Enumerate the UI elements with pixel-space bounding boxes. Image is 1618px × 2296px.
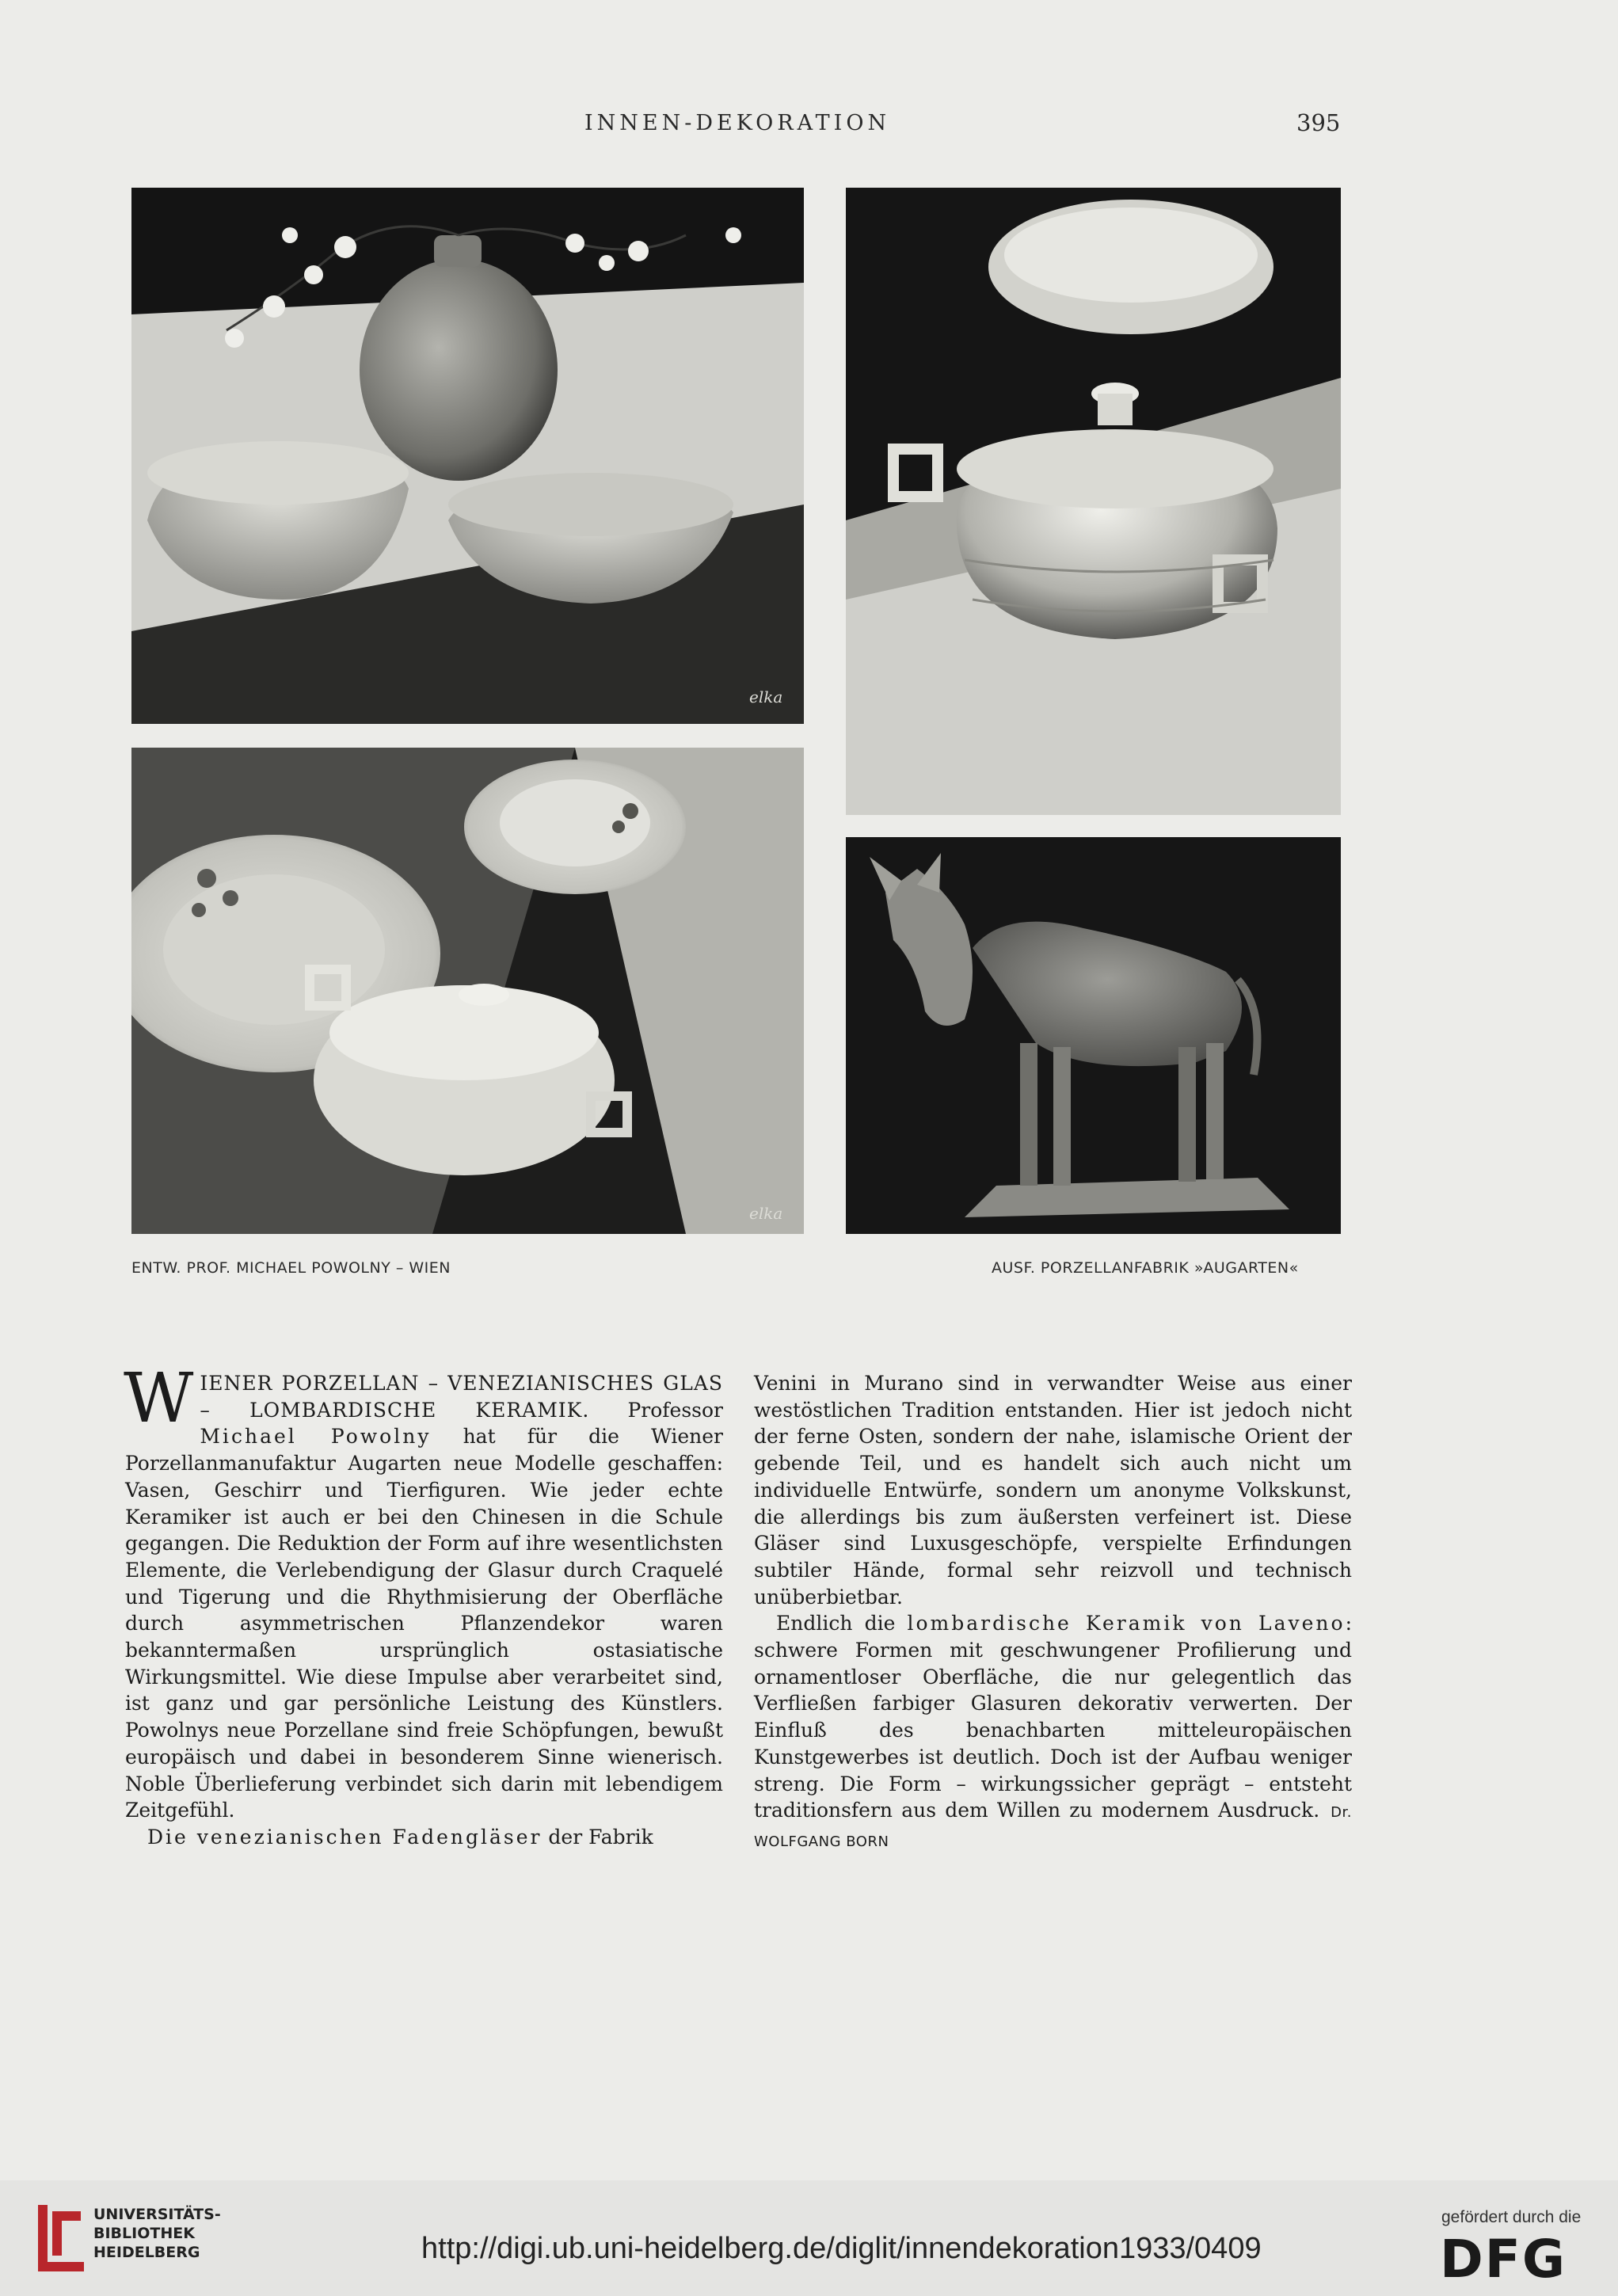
article-column-left xyxy=(124,1359,724,1851)
article-text: der Fabrik xyxy=(542,1825,653,1849)
emphasis-text: lombardische Keramik von Laveno xyxy=(907,1612,1346,1635)
article-text: hat für die Wiener Porzellanmanufaktur Augarten neue Modelle geschaffen: Vasen, Geschirr und Tierfiguren. Wie jeder echte Keramiker ist auch er bei den Chinesen in die Schule gegangen. Die Reduktion der Form auf ihre wesentlichsten Elemente, die Verlebendigung der Glasur durch Craquelé und Tigerung und die Rhythmisierung der Oberfläche durch asymmetrischen Pflanzendekor waren bekanntermaßen ursprünglich ostasiatische Wirkungsmittel. Wie diese Impulse aber verarbeitet sind, ist ganz und gar persönliche Leistung des Künstlers. Powolnys neue Porzellane sind freie Schöpfungen, bewußt europäisch und dabei in besonderem Sinne wienerisch. Noble Überlieferung verbindet sich darin mit lebendigem Zeitgefühl. xyxy=(125,1425,723,1822)
photo-signature: elka xyxy=(749,687,783,706)
photo-vase-and-bowls xyxy=(131,188,804,724)
article-paragraph-3 xyxy=(754,1610,1352,1855)
library-name-line: BIBLIOTHEK xyxy=(93,2225,195,2242)
article-author: Dr. WOLFGANG BORN xyxy=(754,1804,1352,1850)
article-text: Professor xyxy=(589,1398,724,1422)
photo-signature: elka xyxy=(749,1204,783,1223)
photo-tureen-and-bowl xyxy=(846,188,1341,815)
article-column-right xyxy=(754,1370,1352,1856)
drop-cap: W xyxy=(124,1359,194,1438)
article-paragraph-1 xyxy=(124,1359,724,1824)
emphasis-text: Die venezianischen Fadengläser xyxy=(147,1825,543,1849)
photo-caption-designer: ENTW. PROF. MICHAEL POWOLNY – WIEN xyxy=(131,1259,451,1277)
photo-plates-and-tureen xyxy=(131,748,804,1234)
funding-caption: gefördert durch die xyxy=(1441,2208,1582,2226)
library-name-line: HEIDELBERG xyxy=(93,2244,200,2261)
artist-name: Michael Powolny xyxy=(200,1425,432,1449)
article-paragraph-2-continued: Venini in Murano sind in verwandter Weise aus einer westöstlichen Tradition entstanden. Hier ist jedoch nicht der ferne Osten, sondern der nahe, islamische Orient der gebende Teil, und es handelt sich auch nicht um individuelle Entwürfe, sondern um anonyme Volkskunst, die allerdings bis zum äußersten verfeinert ist. Diese Gläser sind Luxusgeschöpfe, verspielte Erfindungen subtiler Hände, formal sehr reizvoll und technisch unüberbietbar. xyxy=(754,1372,1352,1609)
article-heading: IENER PORZELLAN – VENEZIANISCHES GLAS – LOMBARDISCHE KERAMIK. xyxy=(200,1372,723,1422)
article-text: : schwere Formen mit geschwungener Profilierung und ornamentloser Oberfläche, die nur gelegentlich das Verfließen farbiger Glasuren dekorativ verwerten. Der Einfluß des benachbarten mitteleuropäischen Kunstgewerbes ist deutlich. Doch ist der Aufbau weniger streng. Die Form – wirkungssicher geprägt – entsteht traditionsfern aus dem Willen zu modernem Ausdruck. xyxy=(754,1612,1353,1822)
page-number: 395 xyxy=(1296,109,1341,136)
library-name-line: UNIVERSITÄTS- xyxy=(93,2206,221,2223)
photo-caption-manufacturer: AUSF. PORZELLANFABRIK »AUGARTEN« xyxy=(992,1259,1299,1277)
photo-donkey-figure xyxy=(846,837,1341,1234)
permalink-url[interactable]: http://digi.ub.uni-heidelberg.de/diglit/innendekoration1933/0409 xyxy=(421,2232,1262,2265)
university-library-name xyxy=(93,2205,221,2262)
university-library-logo-icon xyxy=(35,2202,87,2275)
dfg-logo: DFG xyxy=(1440,2229,1567,2290)
running-head: INNEN-DEKORATION xyxy=(584,111,891,135)
article-paragraph-2-start xyxy=(125,1824,723,1851)
article-text: Endlich die xyxy=(776,1612,908,1635)
